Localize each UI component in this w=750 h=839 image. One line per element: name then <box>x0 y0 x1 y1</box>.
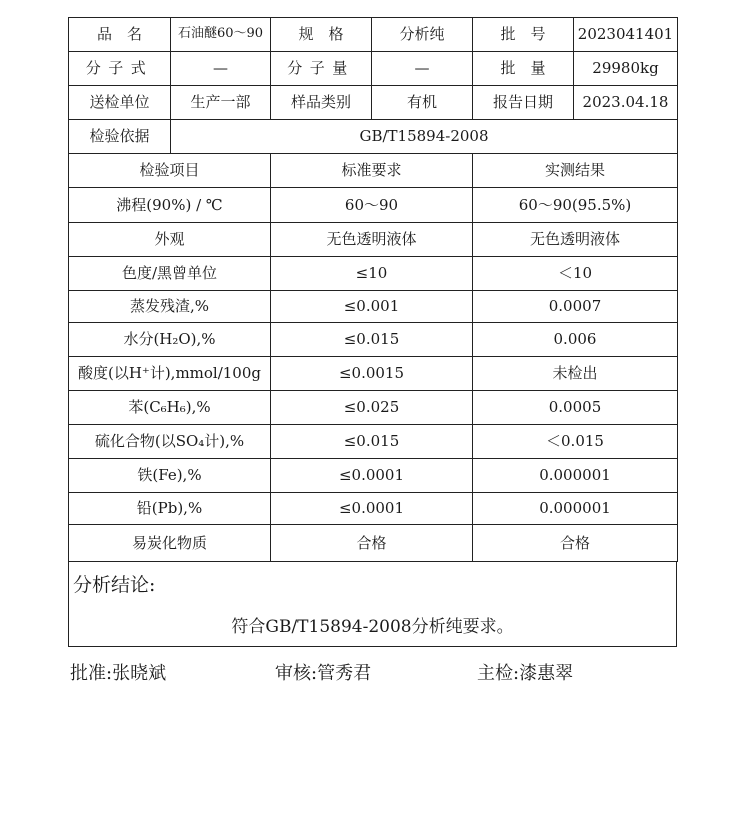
cell-result: ＜0.015 <box>473 425 678 459</box>
reviewer-signature: 审核:管秀君 <box>275 663 372 684</box>
cell-result: 无色透明液体 <box>473 223 678 257</box>
basis-value: GB/T15894-2008 <box>171 120 678 154</box>
dept-value: 生产一部 <box>171 86 271 120</box>
cell-result: 0.000001 <box>473 459 678 493</box>
header-row-2 <box>69 52 678 86</box>
approver-signature: 批准:张晓斌 <box>70 663 167 684</box>
table-row <box>69 391 678 425</box>
report-date-value: 2023.04.18 <box>574 86 678 120</box>
cell-item: 色度/黑曾单位 <box>69 257 271 291</box>
conclusion-text: 符合GB/T15894-2008分析纯要求。 <box>231 617 514 637</box>
product-name-value: 石油醚60～90 <box>171 18 271 52</box>
header-row-3 <box>69 86 678 120</box>
cell-item: 易炭化物质 <box>69 525 271 562</box>
cell-standard: ≤0.015 <box>271 323 473 357</box>
table-row <box>69 493 678 525</box>
table-row <box>69 188 678 223</box>
cell-item: 水分(H₂O),% <box>69 323 271 357</box>
spec-label: 规 格 <box>271 18 372 52</box>
cell-item: 外观 <box>69 223 271 257</box>
dept-label: 送检单位 <box>69 86 171 120</box>
formula-label: 分子式 <box>69 52 171 86</box>
cell-result: 0.0007 <box>473 291 678 323</box>
table-row <box>69 323 678 357</box>
col-standard-header: 标准要求 <box>271 154 473 188</box>
cell-result: 0.006 <box>473 323 678 357</box>
cell-result: 未检出 <box>473 357 678 391</box>
batch-no-label: 批 号 <box>473 18 574 52</box>
mol-weight-value: — <box>372 52 473 86</box>
table-row <box>69 257 678 291</box>
inspection-report <box>68 17 677 647</box>
table-row <box>69 291 678 323</box>
cell-item: 蒸发残渣,% <box>69 291 271 323</box>
cell-item: 硫化合物(以SO₄计),% <box>69 425 271 459</box>
col-result-header: 实测结果 <box>473 154 678 188</box>
cell-result: 0.000001 <box>473 493 678 525</box>
cell-standard: ≤0.0001 <box>271 459 473 493</box>
cell-standard: ≤0.0001 <box>271 493 473 525</box>
cell-item: 铅(Pb),% <box>69 493 271 525</box>
sample-type-value: 有机 <box>372 86 473 120</box>
cell-standard: ≤0.001 <box>271 291 473 323</box>
table-row <box>69 425 678 459</box>
cell-standard: ≤10 <box>271 257 473 291</box>
conclusion-box <box>68 562 677 647</box>
spec-value: 分析纯 <box>372 18 473 52</box>
table-row <box>69 459 678 493</box>
product-name-label: 品 名 <box>69 18 171 52</box>
header-row-4 <box>69 120 678 154</box>
sample-type-label: 样品类别 <box>271 86 372 120</box>
cell-item: 沸程(90%) / ℃ <box>69 188 271 223</box>
cell-standard: 合格 <box>271 525 473 562</box>
cell-standard: 60～90 <box>271 188 473 223</box>
batch-qty-value: 29980kg <box>574 52 678 86</box>
cell-standard: ≤0.015 <box>271 425 473 459</box>
column-header-row <box>69 154 678 188</box>
report-date-label: 报告日期 <box>473 86 574 120</box>
cell-item: 酸度(以H⁺计),mmol/100g <box>69 357 271 391</box>
report-table <box>68 17 678 562</box>
batch-no-value: 2023041401 <box>574 18 678 52</box>
basis-label: 检验依据 <box>69 120 171 154</box>
col-item-header: 检验项目 <box>69 154 271 188</box>
mol-weight-label: 分子量 <box>271 52 372 86</box>
table-row <box>69 223 678 257</box>
cell-standard: 无色透明液体 <box>271 223 473 257</box>
table-row <box>69 525 678 562</box>
cell-result: 合格 <box>473 525 678 562</box>
header-row-1 <box>69 18 678 52</box>
cell-result: 60～90(95.5%) <box>473 188 678 223</box>
cell-item: 苯(C₆H₆),% <box>69 391 271 425</box>
cell-item: 铁(Fe),% <box>69 459 271 493</box>
cell-standard: ≤0.025 <box>271 391 473 425</box>
table-row <box>69 357 678 391</box>
cell-result: ＜10 <box>473 257 678 291</box>
batch-qty-label: 批 量 <box>473 52 574 86</box>
inspector-signature: 主检:漆惠翠 <box>477 663 574 684</box>
cell-result: 0.0005 <box>473 391 678 425</box>
conclusion-title: 分析结论: <box>73 574 156 596</box>
formula-value: — <box>171 52 271 86</box>
cell-standard: ≤0.0015 <box>271 357 473 391</box>
